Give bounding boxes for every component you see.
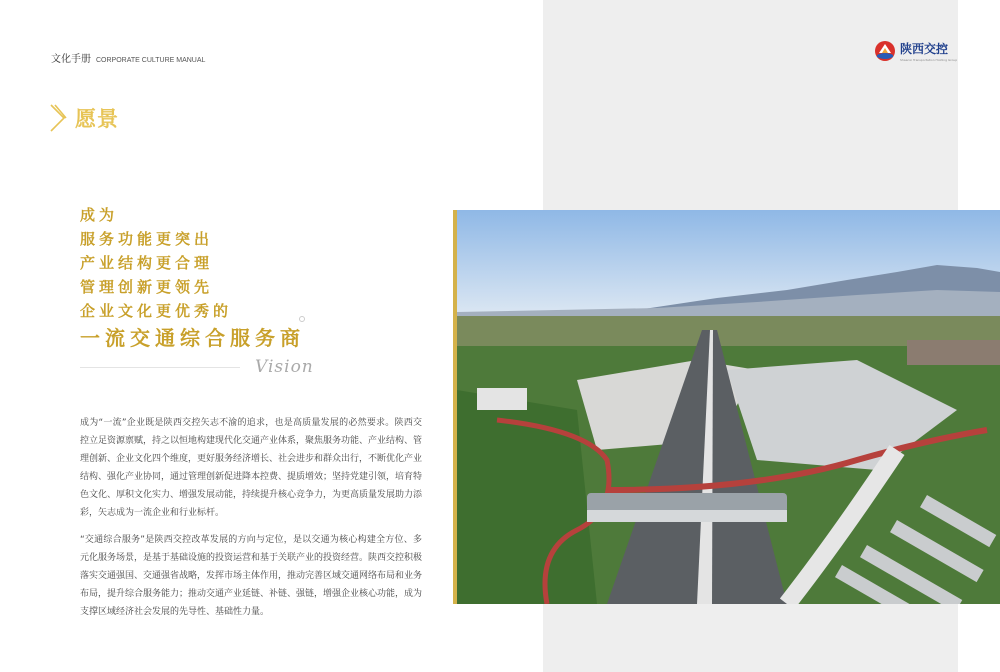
decorative-dot <box>299 316 305 322</box>
divider-line <box>80 367 240 368</box>
header-title-en: CORPORATE CULTURE MANUAL <box>96 57 206 64</box>
slogan-line: 管理创新更领先 <box>80 278 214 296</box>
chevron-right-icon <box>49 103 67 133</box>
slogan-line: 成为 <box>80 206 119 224</box>
section-title: 愿景 <box>75 107 119 131</box>
highway-service-area-photo <box>453 210 1000 604</box>
section-heading <box>49 103 119 133</box>
header-title-cn: 文化手册 <box>51 54 91 65</box>
body-text <box>80 414 422 621</box>
page-header <box>51 50 205 65</box>
vision-slogan <box>80 203 305 353</box>
slogan-line: 产业结构更合理 <box>80 254 214 272</box>
slogan-highlight: 一流交通综合服务商 <box>80 326 305 350</box>
logo-name: 陕西交控 <box>900 42 949 56</box>
body-paragraph-1: 成为“一流”企业既是陕西交控矢志不渝的追求，也是高质量发展的必然要求。陕西交控立足资源禀赋，持之以恒地构建现代化交通产业体系，聚焦服务功能、产业结构、管理创新、企业文化四个维度，更好服务经济增长、社会进步和群众出行，不断优化产业结构、强化产业协同，通过管理创新促进降本控费、提质增效；坚持党建引领，培育特色文化、厚积文化实力、增强发展动能，持续提升核心竞争力，为更高质量发展助力添彩，矢志成为一流企业和行业标杆。 <box>80 418 423 518</box>
body-paragraph-2: “交通综合服务”是陕西交控改革发展的方向与定位，是以交通为核心构建全方位、多元化服务场景，是基于基础设施的投资运营和基于关联产业的投资经营。陕西交控积极落实交通强国、交通强省战略，发挥市场主体作用，推动完善区域交通网络布局和业务布局，提升综合服务能力；推动交通产业延链、补链、强链，增强企业核心功能，成为支撑区域经济社会发展的先导性、基础性力量。 <box>80 535 423 617</box>
logo-subtitle: Shaanxi Transportation Holding Group <box>900 58 958 62</box>
company-logo <box>874 40 958 70</box>
slogan-line: 企业文化更优秀的 <box>80 302 233 320</box>
vision-english-label: Vision <box>255 357 314 377</box>
logo-emblem-icon <box>874 40 896 62</box>
slogan-line: 服务功能更突出 <box>80 230 214 248</box>
